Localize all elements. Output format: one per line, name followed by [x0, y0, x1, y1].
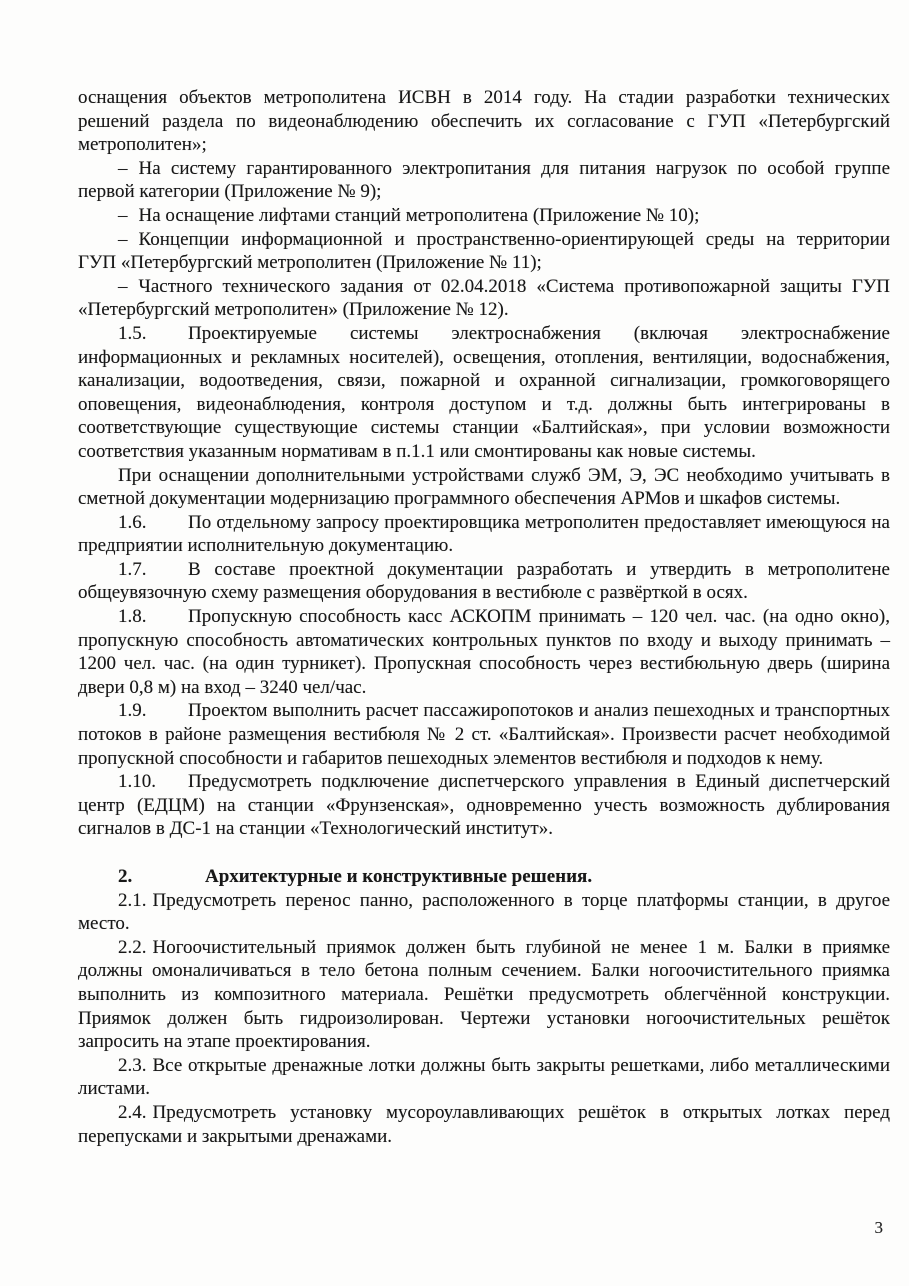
paragraph-text: Проектом выполнить расчет пассажиропотоков и анализ пешеходных и транспортных потоков в районе размещения вестибюля № 2 ст. «Балтийская». Произвести расчет необходимой пропускной способности и габаритов пешеходных элементов вестибюля и подходов к нему.	[78, 700, 890, 769]
paragraph-text: На систему гарантированного электропитания для питания нагрузок по особой группе первой категории (Приложение № 9);	[78, 157, 890, 203]
clause-paragraph	[78, 889, 890, 936]
clause-number: 1.5.	[118, 322, 147, 344]
page-number: 3	[874, 1218, 883, 1237]
paragraph	[78, 464, 890, 511]
clause-paragraph	[78, 699, 890, 770]
paragraph-text: На оснащение лифтами станций метрополитена (Приложение № 10);	[138, 204, 700, 226]
list-item-dash: –	[118, 157, 128, 179]
paragraph-text: Ногоочистительный приямок должен быть глубиной не менее 1 м. Балки в приямке должны омоналичиваться в тело бетона полным сечением. Балки ногоочистительного приямка выполнить из композитного материала. Решётки предусмотреть облегчённой конструкции. Приямок должен быть гидроизолирован. Чертежи установки ногоочистительных решёток запросить на этапе проектирования.	[78, 936, 890, 1053]
paragraph-text: В составе проектной документации разработать и утвердить в метрополитене общеувязочную схему размещения оборудования в вестибюле с развёрткой в осях.	[78, 558, 890, 604]
paragraph-text: Предусмотреть перенос панно, расположенного в торце платформы станции, в другое место.	[78, 889, 890, 935]
clause-paragraph	[78, 558, 890, 605]
list-item-dash: –	[118, 204, 128, 226]
paragraph-text: Концепции информационной и пространственно-ориентирующей среды на территории ГУП «Петербургский метрополитен (Приложение № 11);	[78, 228, 890, 274]
list-item	[78, 204, 890, 228]
paragraph-text: Пропускную способность касс АСКОПМ принимать – 120 чел. час. (на одно окно), пропускную способность автоматических контрольных пунктов по входу и выходу принимать – 1200 чел. час. (на один турникет). Пропускная способность через вестибюльную дверь (ширина двери 0,8 м) на вход – 3240 чел/час.	[78, 606, 890, 698]
clause-number: 1.6.	[118, 511, 147, 533]
clause-number: 1.7.	[118, 558, 147, 580]
clause-paragraph	[78, 511, 890, 558]
list-item-dash: –	[118, 275, 128, 297]
paragraph-text: Частного технического задания от 02.04.2018 «Система противопожарной защиты ГУП «Петербургский метрополитен» (Приложение № 12).	[78, 275, 890, 321]
paragraph-text: По отдельному запросу проектировщика метрополитен предоставляет имеющуюся на предприятии исполнительную документацию.	[78, 511, 890, 557]
list-item	[78, 157, 890, 204]
clause-number: 2.1.	[118, 889, 147, 911]
clause-paragraph	[78, 936, 890, 1054]
clause-number: 2.4.	[118, 1101, 147, 1123]
list-item	[78, 228, 890, 275]
clause-paragraph	[78, 1101, 890, 1148]
clause-paragraph	[78, 322, 890, 464]
paragraph	[78, 86, 890, 157]
section-title: Архитектурные и конструктивные решения.	[205, 866, 593, 887]
clause-paragraph	[78, 1054, 890, 1101]
section-heading	[78, 865, 890, 889]
paragraph-text: Предусмотреть подключение диспетчерского управления в Единый диспетчерский центр (ЕДЦМ) на станции «Фрунзенская», одновременно учесть возможность дублирования сигналов в ДС-1 на станции «Технологический институт».	[78, 771, 890, 840]
clause-paragraph	[78, 770, 890, 841]
list-item	[78, 275, 890, 322]
paragraph-text: оснащения объектов метрополитена ИСВН в 2014 году. На стадии разработки технических решений раздела по видеонаблюдению обеспечить их согласование с ГУП «Петербургский метрополитен»;	[78, 87, 890, 156]
clause-number: 2.2.	[118, 936, 147, 958]
clause-number: 1.8.	[118, 606, 147, 628]
paragraph-text: Предусмотреть установку мусороулавливающих решёток в открытых лотках перед перепусками и закрытыми дренажами.	[78, 1101, 890, 1147]
section-number: 2.	[118, 866, 133, 887]
paragraph-text: Все открытые дренажные лотки должны быть закрыты решетками, либо металлическими листами.	[78, 1054, 890, 1100]
list-item-dash: –	[118, 228, 128, 250]
clause-number: 1.10.	[118, 771, 156, 793]
clause-number: 2.3.	[118, 1054, 147, 1076]
document-text-block	[78, 86, 890, 1148]
paragraph-text: Проектируемые системы электроснабжения (включая электроснабжение информационных и рекламных носителей), освещения, отопления, вентиляции, водоснабжения, канализации, водоотведения, связи, пожарной и охранной сигнализации, громкоговорящего оповещения, видеонаблюдения, контроля доступом и т.д. должны быть интегрированы в соответствующие существующие системы станции «Балтийская», при условии возможности соответствия указанным нормативам в п.1.1 или смонтированы как новые системы.	[78, 322, 890, 462]
clause-paragraph	[78, 605, 890, 699]
paragraph-text: При оснащении дополнительными устройствами служб ЭМ, Э, ЭС необходимо учитывать в сметной документации модернизацию программного обеспечения АРМов и шкафов системы.	[78, 464, 890, 510]
clause-number: 1.9.	[118, 700, 147, 722]
